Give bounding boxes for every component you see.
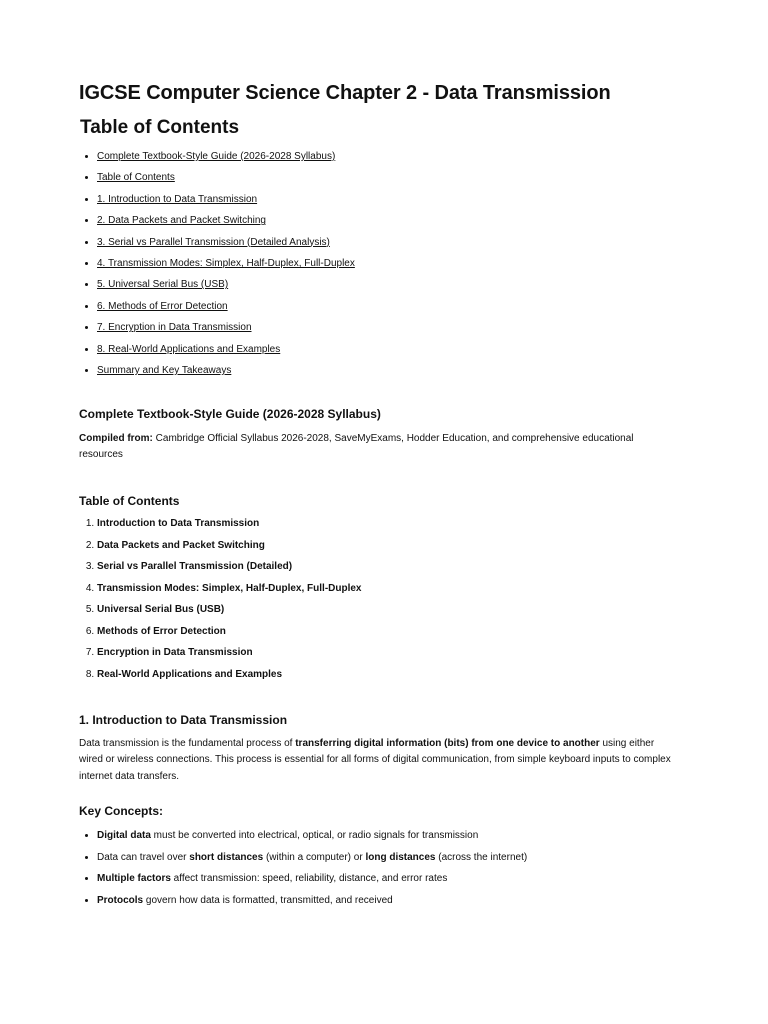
toc-link[interactable]: 2. Data Packets and Packet Switching: [97, 215, 266, 227]
section-heading-intro: 1. Introduction to Data Transmission: [79, 713, 288, 727]
key-concept-item: [97, 890, 527, 912]
intro-text-bold: transferring digital information (bits) from one device to another: [295, 738, 600, 749]
toc-link[interactable]: Complete Textbook-Style Guide (2026-2028 Syllabus): [97, 151, 336, 162]
intro-text-end: using either wired or wireless connections. This process is essential for all forms of digital communication, from simple keyboard inputs to complex internet data transfers.: [79, 738, 671, 782]
toc-link[interactable]: 3. Serial vs Parallel Transmission (Detailed Analysis): [97, 236, 330, 248]
toc-link-item: [97, 232, 355, 253]
toc-numbered-item: 8. Real-World Applications and Examples: [97, 665, 362, 687]
toc-link-item: [97, 146, 355, 167]
toc-link-item: [97, 253, 355, 274]
toc-link[interactable]: 5. Universal Serial Bus (USB): [97, 279, 229, 291]
key-concept-text: (across the internet): [435, 851, 528, 863]
key-concept-term: long distances: [365, 851, 436, 863]
toc-numbered-item: 2. Data Packets and Packet Switching: [97, 536, 362, 558]
key-concept-text: affect transmission: speed, reliability, distance, and error rates: [170, 873, 448, 884]
toc-numbered-list: [79, 514, 362, 686]
key-concept-item: [97, 847, 527, 869]
toc-secondary-heading: Table of Contents: [79, 494, 180, 508]
key-concept-item: [97, 825, 527, 847]
toc-numbered-item: 7. Encryption in Data Transmission: [97, 643, 362, 665]
key-concept-term: Multiple factors: [97, 873, 171, 884]
key-concepts-heading: Key Concepts:: [79, 804, 164, 818]
key-concept-text: (within a computer) or: [263, 851, 366, 863]
key-concept-term: Digital data: [97, 830, 151, 841]
toc-numbered-item: 4. Transmission Modes: Simplex, Half-Duplex, Full-Duplex: [97, 579, 362, 601]
toc-link-item: [97, 189, 355, 210]
intro-text-start: Data transmission is the fundamental process of: [79, 738, 296, 749]
toc-link[interactable]: 7. Encryption in Data Transmission: [97, 322, 252, 334]
toc-numbered-item: 3. Serial vs Parallel Transmission (Detailed): [97, 557, 362, 579]
toc-link-item: [97, 296, 355, 317]
toc-numbered-item: 6. Methods of Error Detection: [97, 622, 362, 644]
compiled-from-paragraph: [79, 431, 679, 464]
key-concepts-list: [79, 825, 527, 911]
toc-numbered-item: 1. Introduction to Data Transmission: [97, 514, 362, 536]
key-concept-term: short distances: [189, 851, 264, 863]
key-concept-item: [97, 868, 527, 890]
toc-link[interactable]: 4. Transmission Modes: Simplex, Half-Duplex, Full-Duplex: [97, 257, 355, 269]
toc-link-item: [97, 210, 355, 231]
compiled-label: Compiled from:: [79, 433, 153, 444]
intro-paragraph: [79, 736, 679, 785]
toc-heading: Table of Contents: [80, 117, 240, 138]
toc-numbered-item: 5. Universal Serial Bus (USB): [97, 600, 362, 622]
toc-link-list: [79, 146, 355, 381]
toc-link-item: [97, 339, 355, 360]
toc-link[interactable]: Table of Contents: [97, 172, 175, 184]
toc-link[interactable]: 1. Introduction to Data Transmission: [97, 193, 258, 205]
guide-heading: Complete Textbook-Style Guide (2026-2028 Syllabus): [79, 407, 381, 421]
toc-link-item: [97, 317, 355, 338]
toc-link[interactable]: Summary and Key Takeaways: [97, 364, 232, 376]
key-concept-text: Data can travel over: [97, 851, 190, 863]
key-concept-text: govern how data is formatted, transmitted, and received: [143, 894, 393, 906]
compiled-text: Cambridge Official Syllabus 2026-2028, SaveMyExams, Hodder Education, and comprehensive educational resources: [79, 433, 634, 461]
toc-link[interactable]: 6. Methods of Error Detection: [97, 300, 228, 312]
toc-link-item: [97, 360, 355, 381]
toc-link-item: [97, 167, 355, 188]
key-concept-term: Protocols: [97, 894, 144, 906]
toc-link[interactable]: 8. Real-World Applications and Examples: [97, 343, 281, 355]
key-concept-text: must be converted into electrical, optical, or radio signals for transmission: [150, 830, 479, 841]
page-title: IGCSE Computer Science Chapter 2 - Data Transmission: [79, 82, 611, 104]
toc-link-item: [97, 274, 355, 295]
